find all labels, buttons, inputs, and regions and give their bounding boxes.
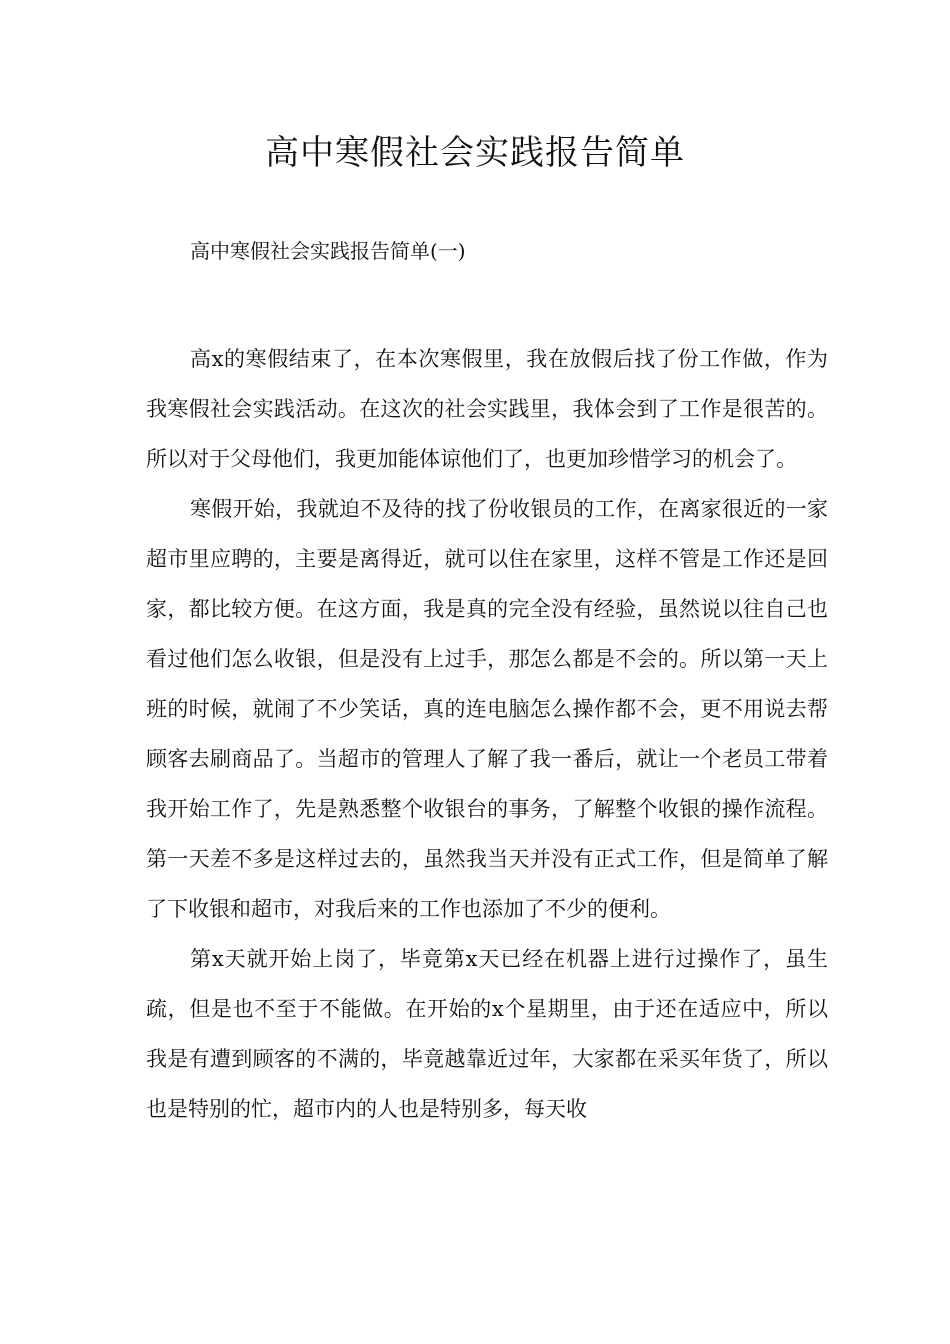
paragraph-1: 高x的寒假结束了，在本次寒假里，我在放假后找了份工作做，作为我寒假社会实践活动。在这次的社会实践里，我体会到了工作是很苦的。所以对于父母他们，我更加能体谅他们了，也更加珍惜学习的机会了。	[146, 347, 828, 471]
paragraph-2: 寒假开始，我就迫不及待的找了份收银员的工作，在离家很近的一家超市里应聘的，主要是离得近，就可以住在家里，这样不管是工作还是回家，都比较方便。在这方面，我是真的完全没有经验，虽然说以往自己也看过他们怎么收银，但是没有上过手，那怎么都是不会的。所以第一天上班的时候，就闹了不少笑话，真的连电脑怎么操作都不会，更不用说去帮顾客去刷商品了。当超市的管理人了解了我一番后，就让一个老员工带着我开始工作了，先是熟悉整个收银台的事务，了解整个收银的操作流程。第一天差不多是这样过去的，虽然我当天并没有正式工作，但是简单了解了下收银和超市，对我后来的工作也添加了不少的便利。	[146, 497, 828, 921]
document-subtitle: 高中寒假社会实践报告简单(一)	[190, 239, 466, 263]
document-body	[146, 334, 828, 1134]
document-title: 高中寒假社会实践报告简单	[265, 133, 685, 173]
paragraph-3: 第x天就开始上岗了，毕竟第x天已经在机器上进行过操作了，虽生疏，但是也不至于不能做。在开始的x个星期里，由于还在适应中，所以我是有遭到顾客的不满的，毕竟越靠近过年，大家都在采买年货了，所以也是特别的忙，超市内的人也是特别多，每天收	[146, 947, 828, 1121]
